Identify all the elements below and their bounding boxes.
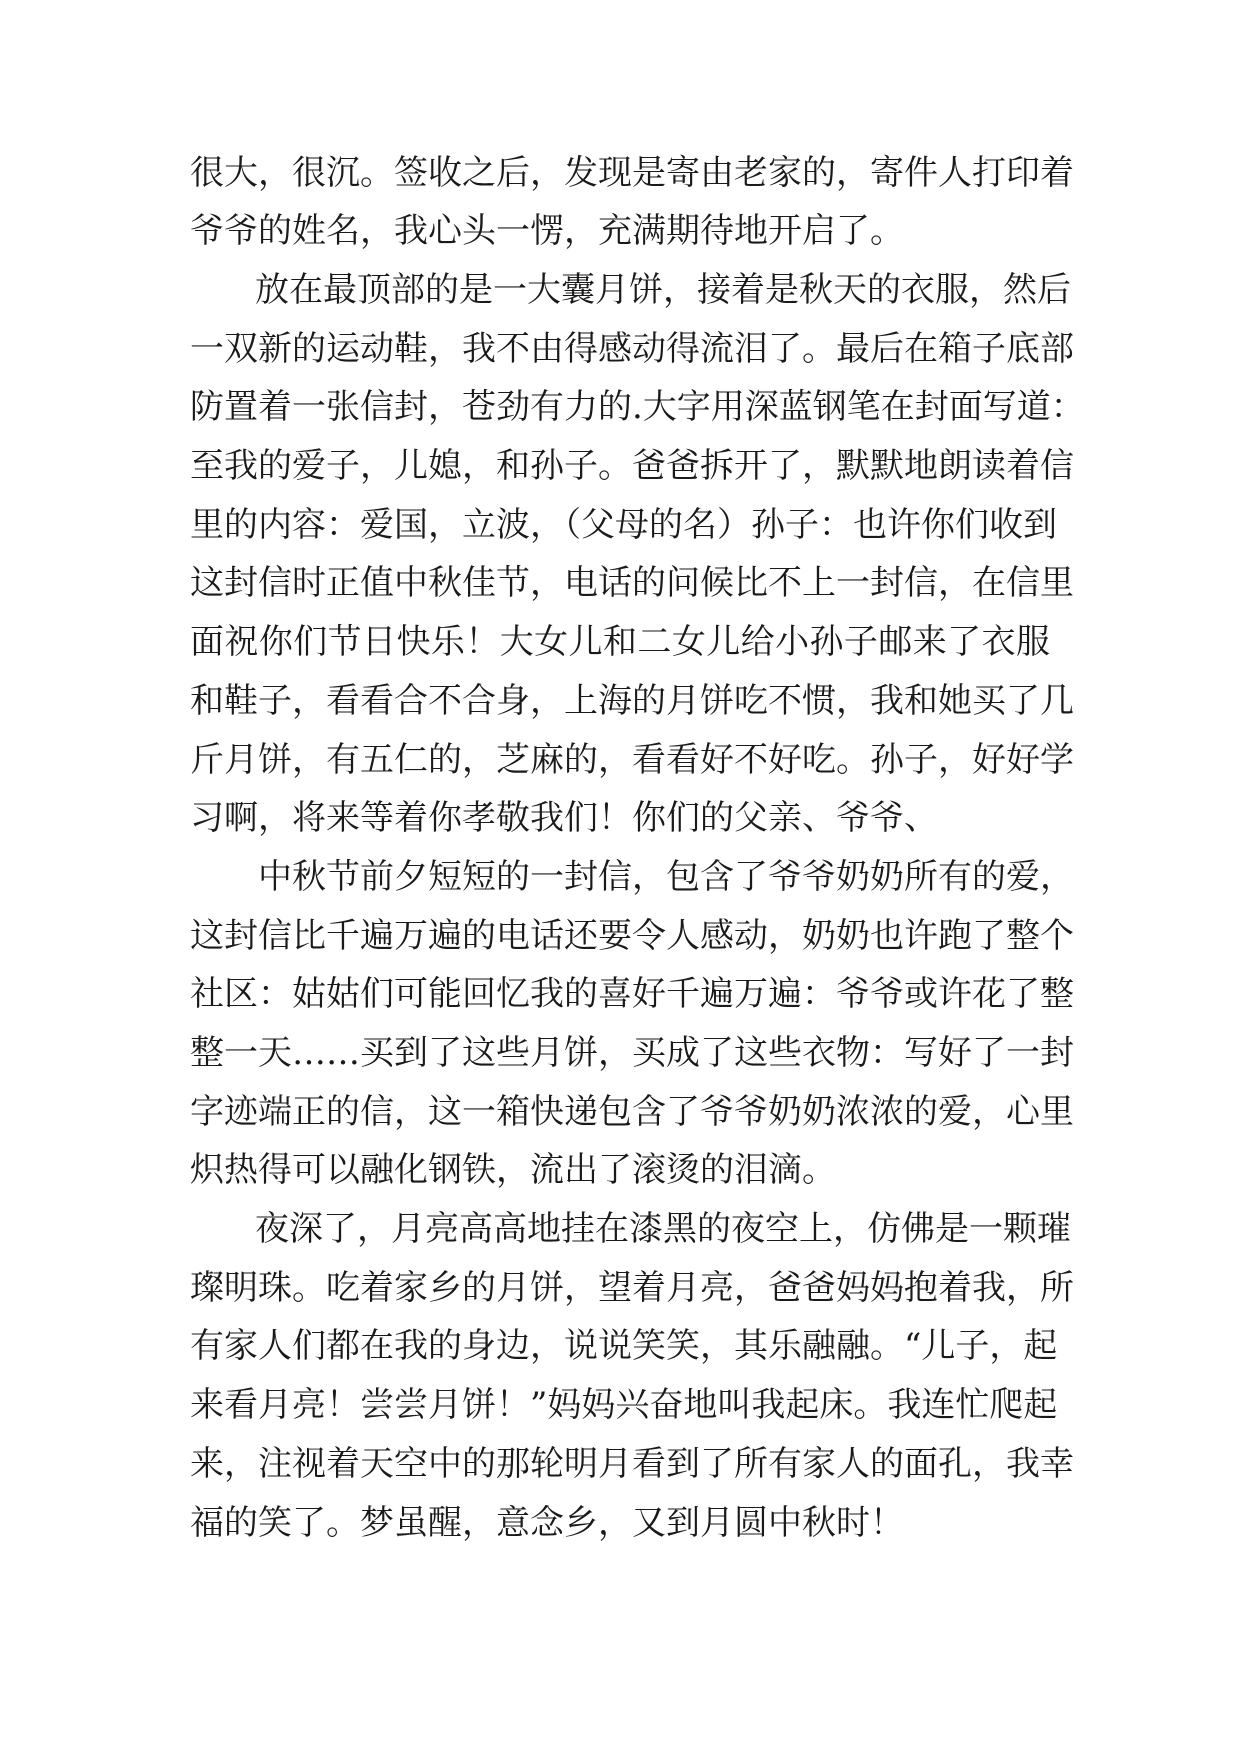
text-line: 这封信比千遍万遍的电话还要令人感动，奶奶也许跑了整个: [190, 916, 1074, 956]
text-line: 一双新的运动鞋，我不由得感动得流泪了。最后在箱子底部: [190, 329, 1074, 369]
text-line: 来看月亮！尝尝月饼！”妈妈兴奋地叫我起床。我连忙爬起: [190, 1385, 1058, 1425]
paragraph-start-line: 中秋节前夕短短的一封信，包含了爷爷奶奶所有的爱，: [258, 857, 1074, 897]
text-line: 和鞋子，看看合不合身，上海的月饼吃不惯，我和她买了几: [190, 681, 1074, 721]
paragraph-start-line: 夜深了，月亮高高地挂在漆黑的夜空上，仿佛是一颗璀: [255, 1209, 1071, 1249]
text-line: 至我的爱子，儿媳，和孙子。爸爸拆开了，默默地朗读着信: [190, 446, 1074, 486]
text-line: 社区：姑姑们可能回忆我的喜好千遍万遍：爷爷或许花了整: [190, 974, 1074, 1014]
text-line: 习啊，将来等着你孝敬我们！你们的父亲、爷爷、: [190, 798, 938, 838]
text-line: 福的笑了。梦虽醒，意念乡，又到月圆中秋时！: [190, 1503, 904, 1543]
text-line: 斤月饼，有五仁的，芝麻的，看看好不好吃。孙子，好好学: [190, 740, 1074, 780]
text-line: 有家人们都在我的身边，说说笑笑，其乐融融。“儿子，起: [190, 1326, 1058, 1366]
text-line: 字迹端正的信，这一箱快递包含了爷爷奶奶浓浓的爱，心里: [190, 1092, 1074, 1132]
text-line: 璨明珠。吃着家乡的月饼，望着月亮，爸爸妈妈抱着我，所: [190, 1268, 1074, 1308]
paragraph-start-line: 放在最顶部的是一大囊月饼，接着是秋天的衣服，然后: [255, 270, 1071, 310]
text-line: 这封信时正值中秋佳节，电话的问候比不上一封信，在信里: [190, 563, 1074, 603]
text-line: 炽热得可以融化钢铁，流出了滚烫的泪滴。: [190, 1150, 836, 1190]
text-line: 防置着一张信封，苍劲有力的.大字用深蓝钢笔在封面写道：: [190, 387, 1085, 427]
text-line: 里的内容：爱国，立波，（父母的名）孙子：也许你们收到: [190, 505, 1057, 545]
text-line: 来，注视着天空中的那轮明月看到了所有家人的面孔，我幸: [190, 1444, 1074, 1484]
text-line: 爷爷的姓名，我心头一愣，充满期待地开启了。: [190, 211, 904, 251]
text-line: 面祝你们节日快乐！大女儿和二女儿给小孙子邮来了衣服: [190, 622, 1050, 662]
text-line: 整一天……买到了这些月饼，买成了这些衣物：写好了一封: [190, 1033, 1074, 1073]
text-line: 很大，很沉。签收之后，发现是寄由老家的，寄件人打印着: [190, 153, 1074, 193]
